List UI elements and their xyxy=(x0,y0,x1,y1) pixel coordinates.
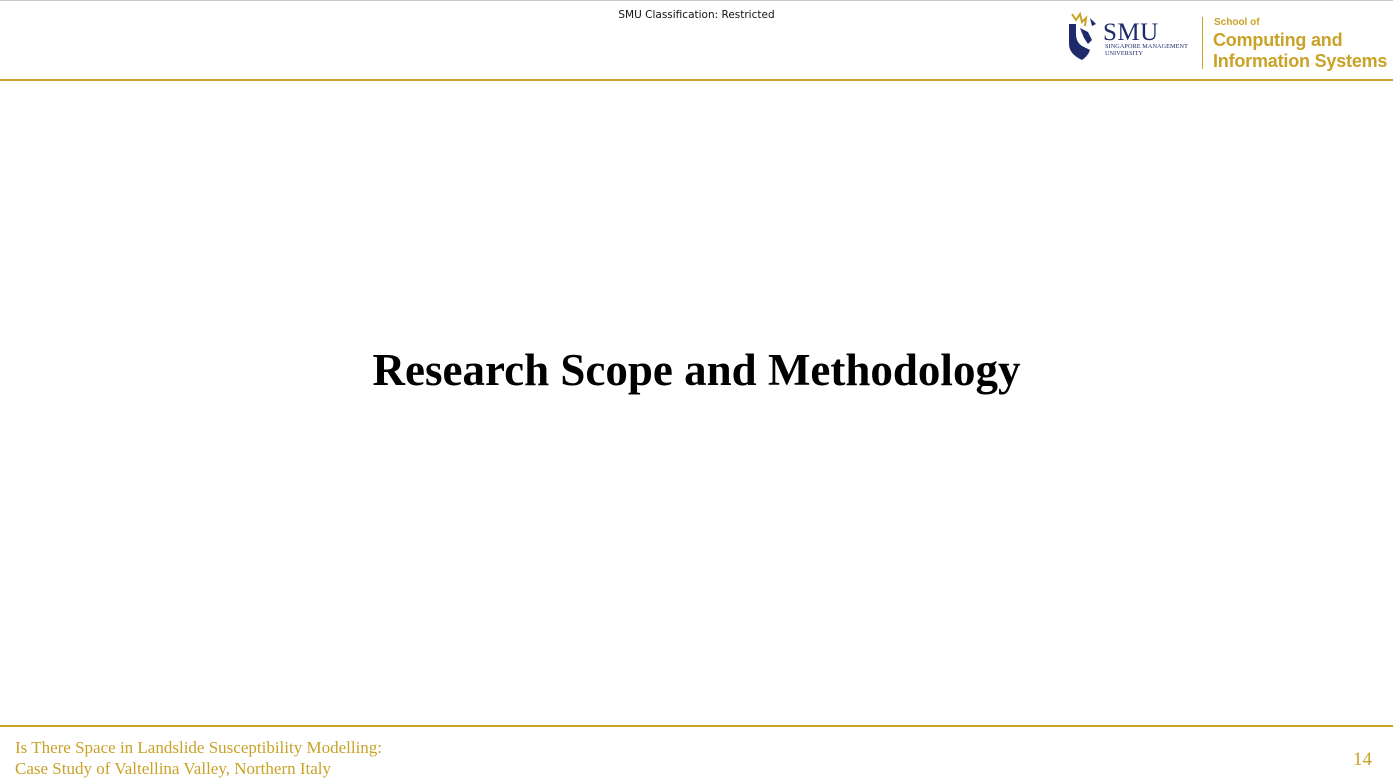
page-number: 14 xyxy=(1353,749,1372,770)
smu-wordmark: SMU xyxy=(1103,19,1159,46)
logo-divider xyxy=(1202,17,1203,69)
school-name-line2: Information Systems xyxy=(1213,51,1388,71)
footer-title-line2: Case Study of Valtellina Valley, Northern Italy xyxy=(15,759,332,778)
footer-presentation-title xyxy=(15,737,382,779)
school-prefix: School of xyxy=(1214,17,1260,28)
slide-title: Research Scope and Methodology xyxy=(372,345,1021,395)
footer-title-line1: Is There Space in Landslide Susceptibility Modelling: xyxy=(15,738,383,757)
header-divider xyxy=(0,79,1393,81)
smu-lion-emblem-icon xyxy=(1066,10,1102,62)
smu-sci-logo xyxy=(1066,10,1391,74)
university-name: SINGAPORE MANAGEMENT UNIVERSITY xyxy=(1105,43,1188,57)
school-name-line1: Computing and xyxy=(1213,30,1343,50)
footer-divider xyxy=(0,725,1393,727)
top-rule xyxy=(0,0,1393,1)
classification-label: SMU Classification: Restricted xyxy=(618,9,775,21)
